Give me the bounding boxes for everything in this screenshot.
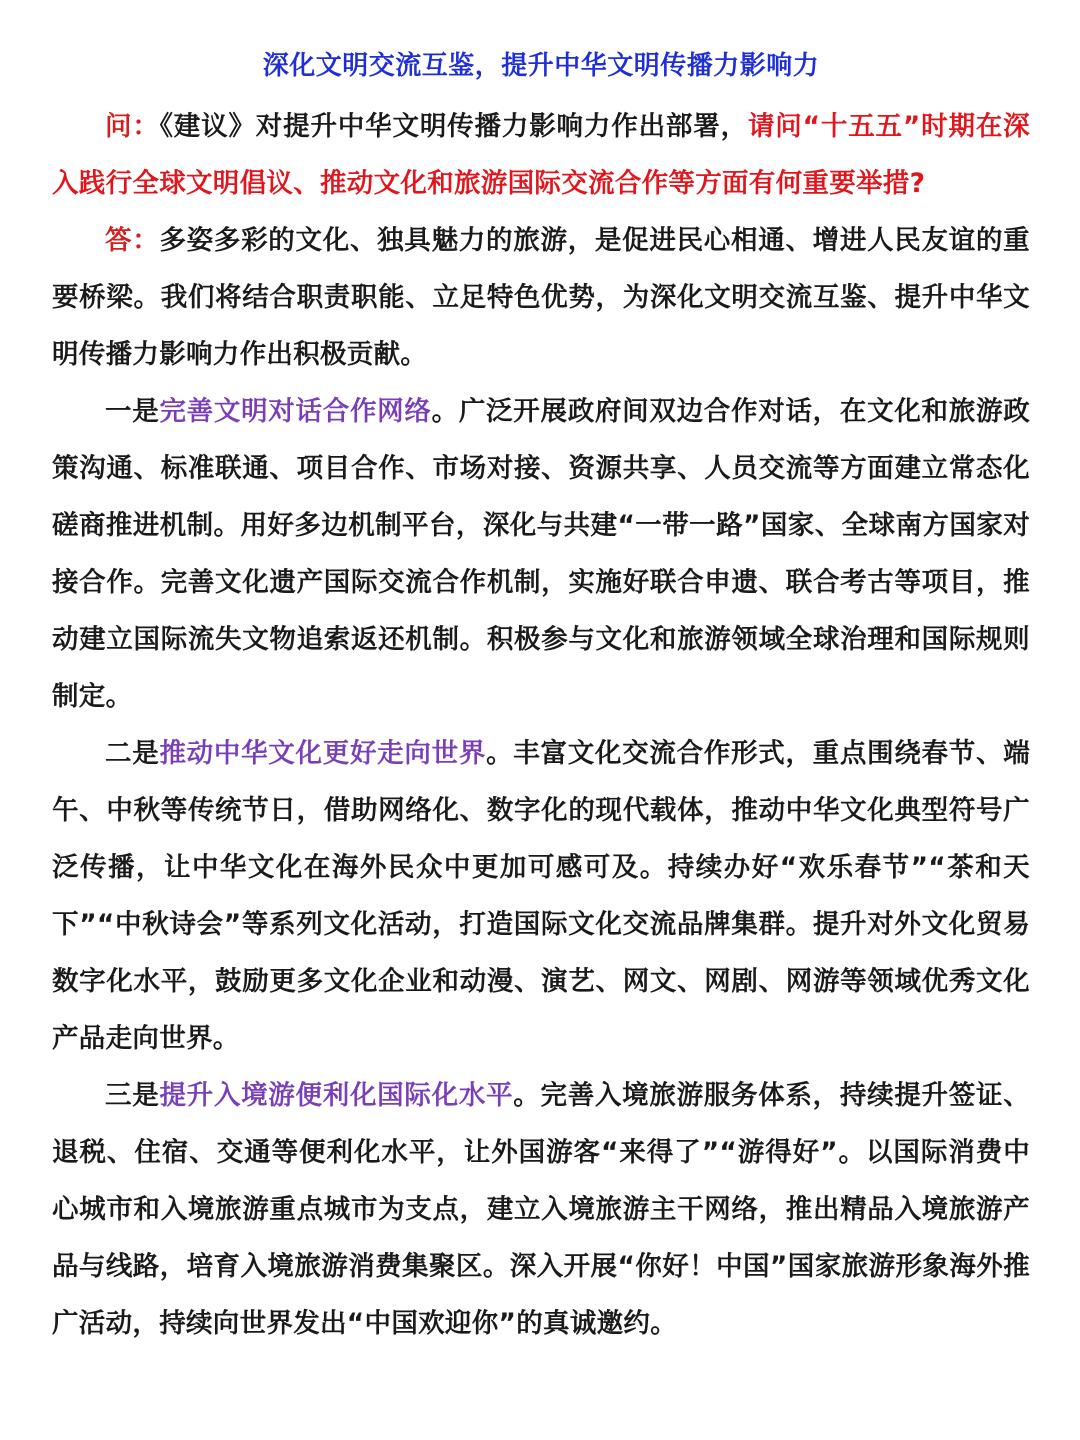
point-prefix: 一是 — [105, 395, 160, 427]
point-heading: 推动中华文化更好走向世界 — [159, 737, 487, 769]
point-body: 。丰富文化交流合作形式，重点围绕春节、端午、中秋等传统节日，借助网络化、数字化的现代载体，推动中华文化典型符号广泛传播，让中华文化在海外民众中更加可感可及。持续办好“欢乐春节”“茶和天下”“中秋诗会”等系列文化活动，打造国际文化交流品牌集群。提升对外文化贸易数字化水平，鼓励更多文化企业和动漫、演艺、网文、网剧、网游等领域优秀文化产品走向世界。 — [52, 737, 1030, 1054]
point-heading: 完善文明对话合作网络 — [159, 395, 432, 427]
point-paragraph-3 — [52, 1067, 1030, 1352]
answer-paragraph — [52, 212, 1030, 383]
point-body: 。广泛开展政府间双边合作对话，在文化和旅游政策沟通、标准联通、项目合作、市场对接、资源共享、人员交流等方面建立常态化磋商推进机制。用好多边机制平台，深化与共建“一带一路”国家、全球南方国家对接合作。完善文化遗产国际交流合作机制，实施好联合申遗、联合考古等项目，推动建立国际流失文物追索返还机制。积极参与文化和旅游领域全球治理和国际规则制定。 — [52, 395, 1030, 712]
point-prefix: 三是 — [105, 1079, 160, 1111]
question-label: 问： — [105, 110, 160, 142]
answer-label: 答： — [105, 224, 160, 256]
point-prefix: 二是 — [105, 737, 160, 769]
point-heading: 提升入境游便利化国际化水平 — [159, 1079, 514, 1111]
point-paragraph-2 — [52, 725, 1030, 1067]
page-title: 深化文明交流互鉴，提升中华文明传播力影响力 — [262, 51, 820, 81]
question-text: 《建议》对提升中华文明传播力影响力作出部署， — [159, 110, 748, 142]
point-paragraph-1 — [52, 383, 1030, 725]
question-highlight: 请问“十五五”时期在深入践行全球文明倡议、推动文化和旅游国际交流合作等方面有何重要举措? — [52, 110, 1030, 199]
answer-text: 多姿多彩的文化、独具魅力的旅游，是促进民心相通、增进人民友谊的重要桥梁。我们将结合职责职能、立足特色优势，为深化文明交流互鉴、提升中华文明传播力影响力作出积极贡献。 — [52, 224, 1030, 370]
question-paragraph — [52, 98, 1030, 212]
point-body: 。完善入境旅游服务体系，持续提升签证、退税、住宿、交通等便利化水平，让外国游客“来得了”“游得好”。以国际消费中心城市和入境旅游重点城市为支点，建立入境旅游主干网络，推出精品入境旅游产品与线路，培育入境旅游消费集聚区。深入开展“你好！中国”国家旅游形象海外推广活动，持续向世界发出“中国欢迎你”的真诚邀约。 — [52, 1079, 1030, 1339]
